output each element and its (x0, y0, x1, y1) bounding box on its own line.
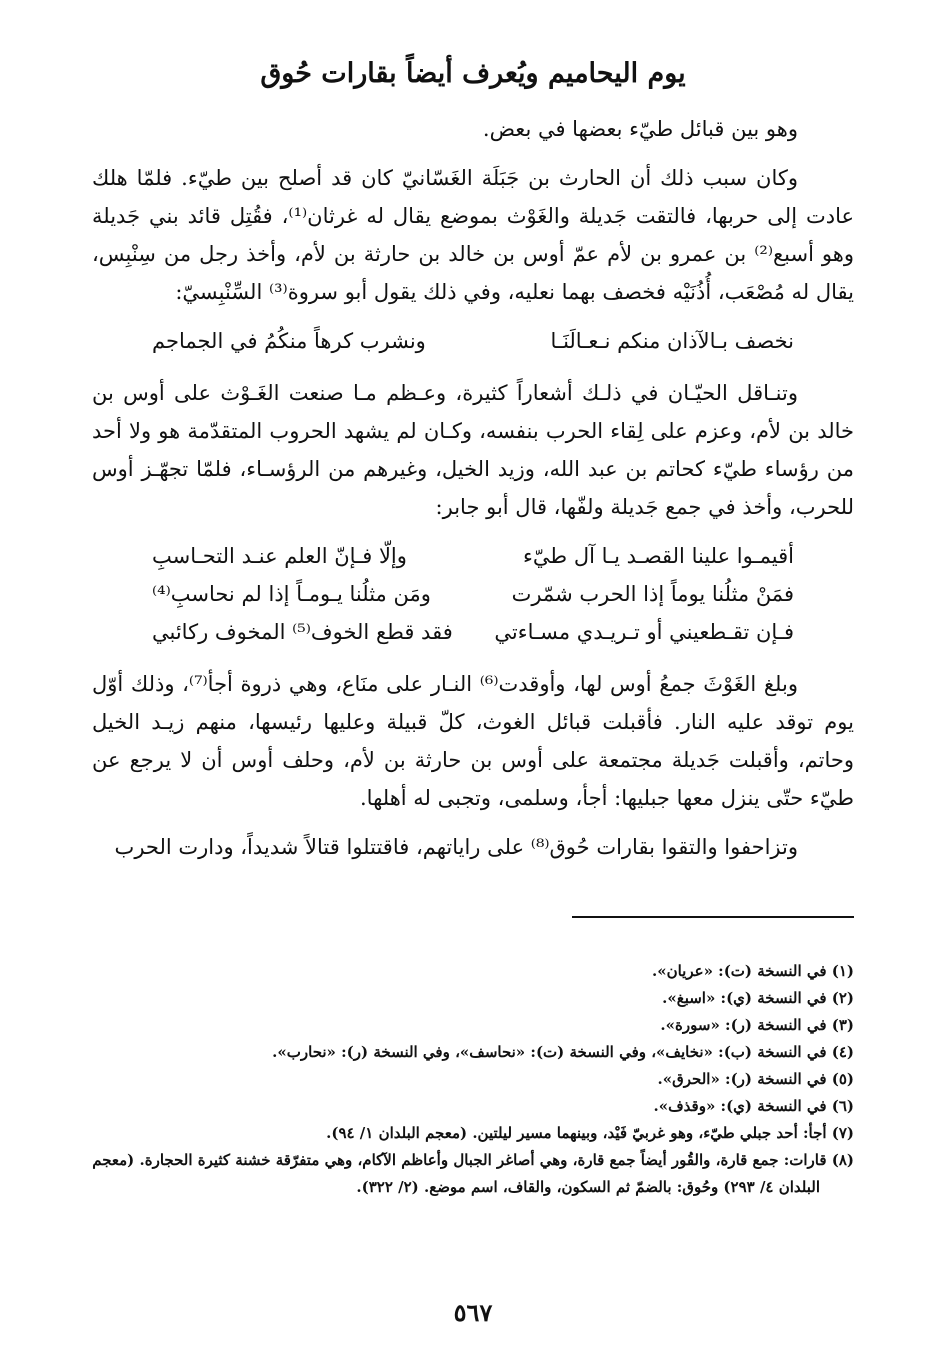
verse-line (152, 613, 794, 651)
verse-first-hemistich: نخصف بـالآذان منكم نـعـالَنَـا (550, 329, 794, 353)
paragraph-intro: وهو بين قبائل طيّء بعضها في بعض. (482, 117, 798, 141)
verse-second-hemistich: وإلّا فـإنّ العلم عنـد التحـاسبِ (152, 544, 407, 568)
footnote-8: (٨) قارات: جمع قارة، والقُور أيضاً جمع قارة، وهي أصاغر الجبال وأعاظم الآكام، وهي متفرّقة خشنة كثيرة الحجارة. (معجم البلدان ٤/ ٢٩٣) وحُوق: بالضمّ ثم السكون، والقاف، اسم موضع. (٢/ ٣٢٢). (92, 1151, 854, 1196)
paragraph-preparation: وتنـاقل الحيّـان في ذلـك أشعاراً كثيرة، وعـظم مـا صنعت الغَـوْث على أوس بن خالد بن لأم، وعزم على لِقاء الحرب بنفسه، وكـان لم يشهد الحروب المتقدّمة هو ولا أحد من رؤساء طيّء كحاتم بن عبد الله، وزيد الخيل، وغيرهم من الرؤسـاء، فلمّا تجهّـز أوس للحرب، وأخذ في جمع جَديلة ولفّها، قال أبو جابر: (92, 381, 854, 519)
main-text (92, 110, 854, 877)
paragraph-cause: وكان سبب ذلك أن الحارث بن جَبَلَة الغَسّانيّ كان قد أصلح بين طيّء. فلمّا هلك عادت إلى حربها، فالتقت جَديلة والغَوْث بموضع يقال له غرثان⁽¹⁾، فقُتِل قائد بني جَديلة وهو أسبع⁽²⁾ بن عمرو بن لأم عمّ أوس بن خالد بن حارثة بن لأم، وأخذ رجل من سِنْبِس، يقال له مُصْعَب، أُذُنَيْه فخصف بهما نعليه، وفي ذلك يقول أبو سروة⁽³⁾ السِّنْبِسيّ: (92, 166, 855, 304)
verse-line (152, 322, 794, 360)
verse-first-hemistich: أقيمـوا علينا القصـد يـا آل طيّء (523, 544, 794, 568)
footnote-3: (٣) في النسخة (ر): «سورة». (660, 1016, 854, 1034)
paragraph-battle-gathering: وبلغ الغَوْثَ جمعُ أوس لها، وأوقدت⁽⁶⁾ النـار على منَاع، وهي ذروة أجأ⁽⁷⁾، وذلك أوّل يوم توقد عليه النار. فأقبلت قبائل الغوث، كلّ قبيلة وعليها رئيسها، منهم زيـد الخيل وحاتم، وأقبلت جَديلة مجتمعة على أوس بن حارثة بن لأم، وحلف أوس أن لا يرجع عن طيّء حتّى ينزل معها جبليها: أجأ، وسلمى، وتجبى له أهلها. (92, 672, 854, 810)
verse-first-hemistich: فمَنْ مثلُنا يوماً إذا الحرب شمّرت (511, 582, 794, 606)
verse-second-hemistich: ونشرب كرهاً منكُمُ في الجماجم (152, 329, 426, 353)
chapter-title: يوم اليحاميم ويُعرف أيضاً بقارات حُوق (260, 58, 686, 89)
verse-line (152, 575, 794, 613)
footnote-separator (572, 916, 854, 918)
footnote-4: (٤) في النسخة (ب): «نخايف»، وفي النسخة (ت): «نحاسف»، وفي النسخة (ر): «نحارب». (272, 1043, 854, 1061)
footnotes (92, 958, 854, 1201)
poem-verse-1 (92, 322, 854, 360)
poem-verses-abu-jabir (92, 537, 854, 651)
footnote-5: (٥) في النسخة (ر): «الحرق». (657, 1070, 854, 1088)
footnote-2: (٢) في النسخة (ي): «اسبغ». (662, 989, 854, 1007)
footnote-1: (١) في النسخة (ت): «عريان». (651, 962, 854, 980)
verse-line (152, 537, 794, 575)
footnote-6: (٦) في النسخة (ي): «وقذف». (653, 1097, 854, 1115)
footnote-7: (٧) أجأ: أحد جبلي طيّء، وهو غربيّ فَيْد، وبينهما مسير ليلتين. (معجم البلدان ١/ ٩٤). (326, 1124, 854, 1142)
page-number: ٥٦٧ (453, 1298, 493, 1327)
verse-second-hemistich: فقد قطع الخوف⁽⁵⁾ المخوف ركائبي (152, 620, 453, 644)
paragraph-battle-start: وتزاحفوا والتقوا بقارات حُوق⁽⁸⁾ على راياتهم، فاقتتلوا قتالاً شديداً، ودارت الحرب (114, 835, 798, 859)
verse-first-hemistich: فـإن تقـطعيني أو تـريـدي مسـاءتي (494, 620, 794, 644)
verse-second-hemistich: ومَن مثلُنا يـومـاً إذا لم نحاسبِ⁽⁴⁾ (152, 582, 431, 606)
